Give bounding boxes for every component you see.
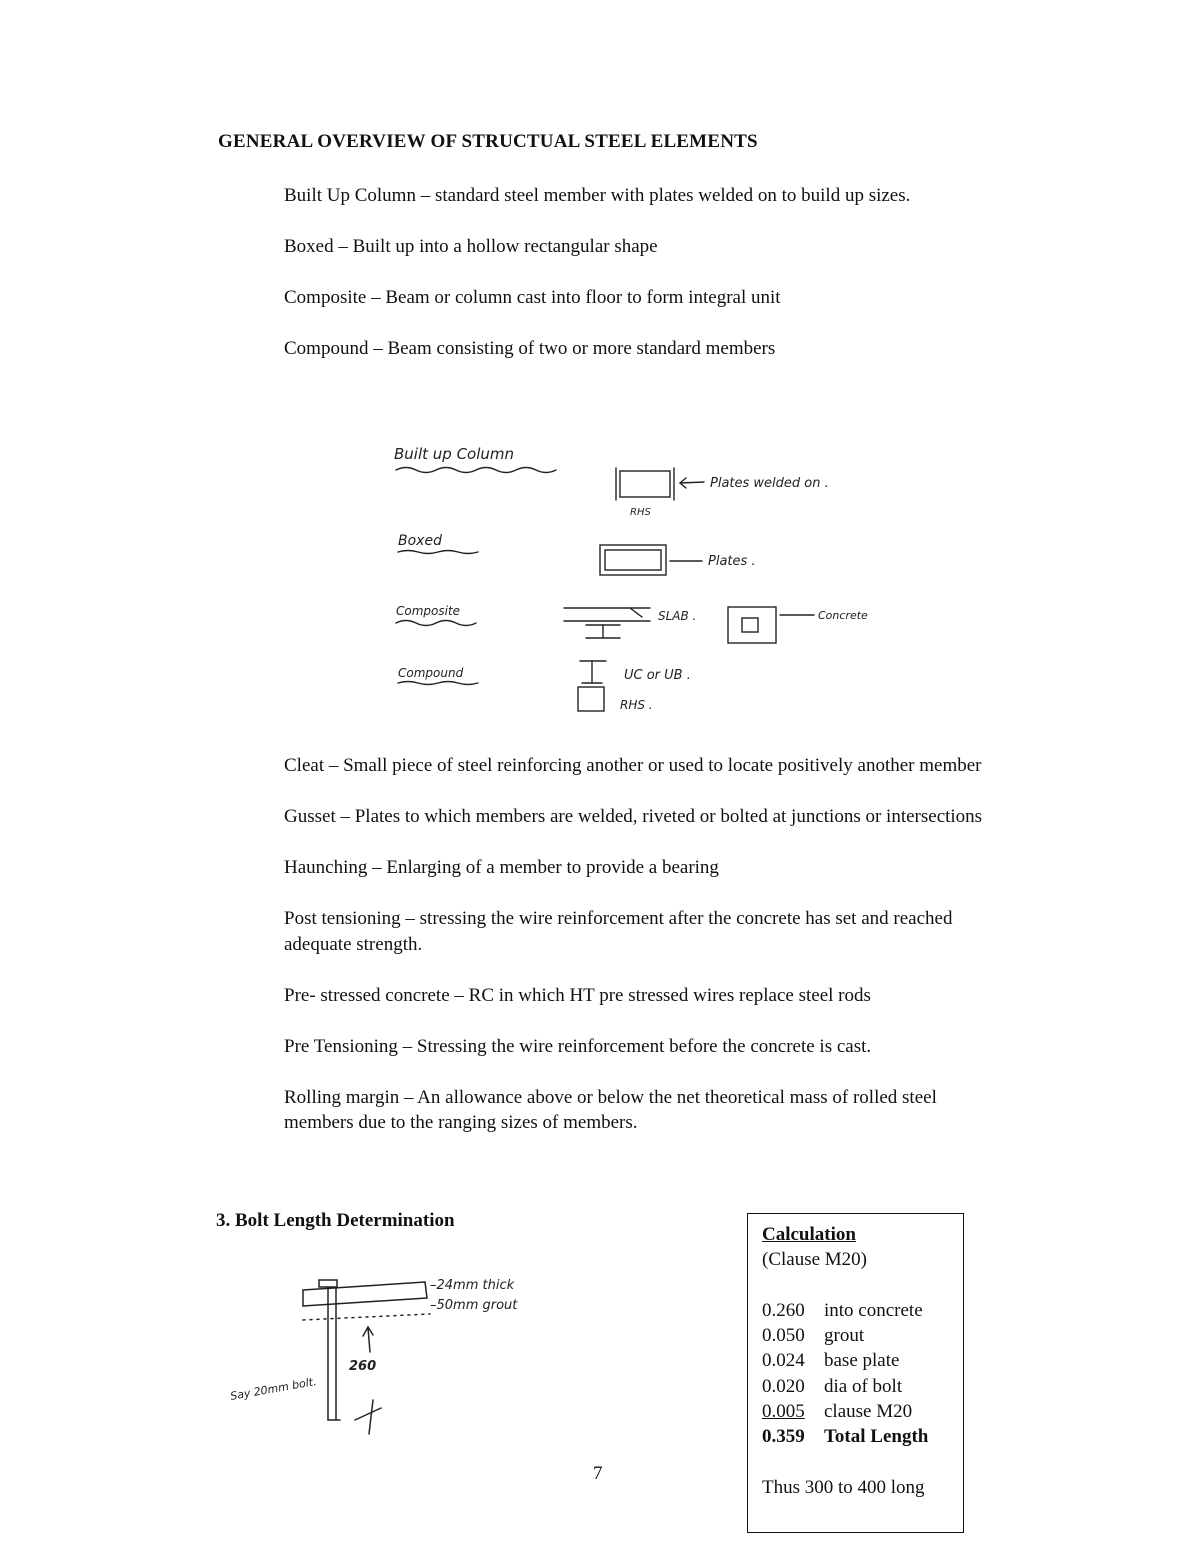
definition-gusset: Gusset – Plates to which members are welded, riveted or bolted at junctions or intersections [284,806,983,827]
definition-boxed: Boxed – Built up into a hollow rectangular shape [284,236,658,257]
section-heading-bolt-length: 3. Bolt Length Determination [216,1210,455,1231]
note-concrete: Concrete [818,609,868,622]
squiggle-built-up [396,468,556,473]
note-rhs: RHS [630,507,651,518]
calculation-title: Calculation [762,1224,856,1245]
definitions-top [284,183,984,387]
definition-built-up-column: Built Up Column – standard steel member with plates welded on to build up sizes. [284,185,911,206]
composite-column-drawing [728,607,814,643]
bolt-note-size: Say 20mm bolt. [229,1375,318,1403]
calc-row-dia-of-bolt: 0.020 dia of bolt [762,1375,903,1397]
compound-drawing [578,661,606,711]
calc-row-total-length: 0.359 Total Length [762,1426,929,1448]
grout-line [303,1314,430,1320]
sketch-label-compound: Compound [398,666,464,680]
note-plates: Plates . [708,554,756,569]
definition-rolling-margin: Rolling margin – An allowance above or below the net theoretical mass of rolled steel members due to the ranging sizes of members. [284,1086,937,1133]
calculation-box [747,1213,964,1533]
calc-row-grout: 0.050 grout [762,1325,865,1347]
bolt-sketch [225,1262,570,1442]
calculation-conclusion: Thus 300 to 400 long [762,1476,925,1498]
definition-post-tensioning: Post tensioning – stressing the wire reinforcement after the concrete has set and reached adequate strength. [284,908,953,955]
squiggle-compound [398,682,478,685]
squiggle-composite [396,621,476,626]
note-uc-ub: UC or UB . [624,668,691,683]
page-number: 7 [593,1463,603,1484]
base-plate-top [303,1282,425,1290]
sketch-label-composite: Composite [396,604,461,618]
definitions-bottom [284,753,989,1161]
dimension-tick [355,1400,381,1434]
composite-beam-drawing [564,608,650,638]
definition-compound: Compound – Beam consisting of two or more standard members [284,338,776,359]
dimension-arrow-up [363,1327,373,1352]
base-plate-bottom [303,1298,427,1306]
sketch-label-boxed: Boxed [398,533,442,549]
note-plates-welded: Plates welded on . [710,476,829,491]
built-up-column-drawing [616,468,704,500]
squiggle-boxed [398,551,478,554]
bolt-dimension-260: 260 [349,1359,377,1374]
bolt-note-thick: –24mm thick [430,1278,515,1293]
calc-row-base-plate: 0.024 base plate [762,1350,900,1372]
calc-row-into-concrete: 0.260 into concrete [762,1299,923,1321]
steel-elements-sketch [380,425,900,720]
sketch-label-built-up-column: Built up Column [394,445,515,463]
page-title: GENERAL OVERVIEW OF STRUCTUAL STEEL ELEMENTS [218,131,758,152]
calc-row-clause-m20: 0.005 clause M20 [762,1401,913,1423]
bolt-note-grout: –50mm grout [430,1298,518,1313]
note-slab: SLAB . [658,609,697,623]
calculation-clause: (Clause M20) [762,1249,868,1271]
definition-haunching: Haunching – Enlarging of a member to provide a bearing [284,857,719,878]
bolt-nut [319,1280,337,1287]
definition-cleat: Cleat – Small piece of steel reinforcing another or used to locate positively another member [284,755,982,776]
definition-pre-stressed-concrete: Pre- stressed concrete – RC in which HT pre stressed wires replace steel rods [284,984,871,1006]
definition-composite: Composite – Beam or column cast into floor to form integral unit [284,287,781,308]
boxed-drawing [600,545,702,575]
definition-pre-tensioning: Pre Tensioning – Stressing the wire reinforcement before the concrete is cast. [284,1035,872,1057]
note-rhs-2: RHS . [620,698,653,712]
